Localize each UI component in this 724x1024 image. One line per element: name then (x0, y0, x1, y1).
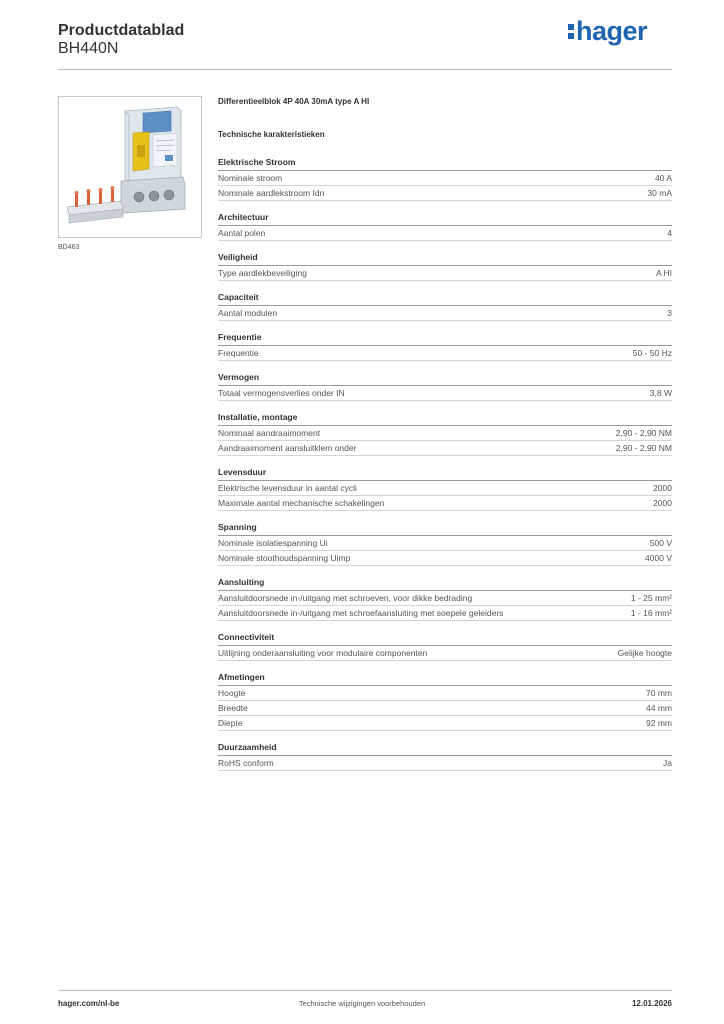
spec-label: Type aardlekbeveiliging (218, 268, 307, 278)
spec-value: 1 - 16 mm² (630, 608, 672, 618)
spec-section (218, 291, 672, 321)
spec-value: Ja (663, 758, 672, 768)
section-title: Veiligheid (218, 251, 672, 266)
section-title: Installatie, montage (218, 411, 672, 426)
spec-row (218, 306, 672, 321)
spec-row (218, 426, 672, 441)
footer-divider (58, 990, 672, 991)
spec-row (218, 481, 672, 496)
spec-value: 50 - 50 Hz (632, 348, 672, 358)
header-divider (58, 69, 672, 70)
section-title: Architectuur (218, 211, 672, 226)
spec-row (218, 386, 672, 401)
product-code: BH440N (58, 40, 119, 57)
spec-section (218, 576, 672, 621)
spec-row (218, 756, 672, 771)
spec-row (218, 496, 672, 511)
spec-section (218, 251, 672, 281)
footer-disclaimer: Technische wijzigingen voorbehouden (298, 999, 426, 1008)
rcd-block-illustration (59, 97, 201, 237)
technical-characteristics-heading: Technische karakteristieken (218, 130, 325, 139)
spec-label: Nominaal aandraaimoment (218, 428, 321, 438)
spec-value: 2000 (653, 483, 672, 493)
spec-section (218, 156, 672, 201)
section-title: Levensduur (218, 466, 672, 481)
section-title: Connectiviteit (218, 631, 672, 646)
spec-row (218, 171, 672, 186)
spec-row (218, 606, 672, 621)
specification-panel (218, 97, 672, 771)
logo-text: hager (576, 16, 648, 46)
spec-section (218, 371, 672, 401)
logo-dots-icon (568, 21, 575, 41)
spec-value: 4000 V (645, 553, 672, 563)
footer-website-link[interactable]: hager.com/nl-be (58, 999, 120, 1008)
spec-value: 3 (667, 308, 672, 318)
footer-date: 12.01.2026 (631, 999, 672, 1008)
spec-value: 3,8 W (649, 388, 672, 398)
spec-value: 2,90 - 2,90 NM (615, 428, 672, 438)
spec-label: Aansluitdoorsnede in-/uitgang met schroeven, voor dikke bedrading (218, 593, 473, 603)
photo-caption: BD463 (58, 244, 80, 251)
spec-section (218, 521, 672, 566)
spec-row (218, 186, 672, 201)
spec-row (218, 266, 672, 281)
spec-row (218, 701, 672, 716)
spec-label: Diepte (218, 718, 243, 728)
spec-label: Hoogte (218, 688, 246, 698)
spec-label: Maximale aantal mechanische schakelingen (218, 498, 385, 508)
section-title: Capaciteit (218, 291, 672, 306)
spec-value: 44 mm (646, 703, 672, 713)
spec-label: Aansluitdoorsnede in-/uitgang met schroefaansluiting met soepele geleiders (218, 608, 504, 618)
spec-row (218, 441, 672, 456)
section-title: Afmetingen (218, 671, 672, 686)
spec-label: Aantal polen (218, 228, 266, 238)
document-title: Productdatablad (58, 22, 185, 39)
spec-label: Nominale aardlekstroom Idn (218, 188, 325, 198)
spec-value: 4 (667, 228, 672, 238)
spec-row (218, 346, 672, 361)
spec-label: Elektrische levensduur in aantal cycli (218, 483, 357, 493)
section-title: Duurzaamheid (218, 741, 672, 756)
spec-label: Totaal vermogensverlies onder IN (218, 388, 345, 398)
section-title: Frequentie (218, 331, 672, 346)
section-title: Vermogen (218, 371, 672, 386)
spec-row (218, 686, 672, 701)
spec-row (218, 551, 672, 566)
section-title: Elektrische Stroom (218, 156, 672, 171)
spec-label: Frequentie (218, 348, 259, 358)
spec-row (218, 536, 672, 551)
spec-value: 70 mm (646, 688, 672, 698)
spec-section (218, 331, 672, 361)
spec-label: RoHS conform (218, 758, 274, 768)
spec-value: 1 - 25 mm² (630, 593, 672, 603)
spec-label: Nominale stroom (218, 173, 283, 183)
spec-value: 500 V (649, 538, 672, 548)
spec-sections (218, 156, 672, 771)
spec-value: 30 mA (647, 188, 672, 198)
spec-section (218, 411, 672, 456)
spec-section (218, 671, 672, 731)
spec-value: 2000 (653, 498, 672, 508)
spec-section (218, 741, 672, 771)
spec-label: Aandraaimoment aansluitklem onder (218, 443, 357, 453)
hager-logo (568, 16, 647, 47)
spec-value: 2,90 - 2,90 NM (615, 443, 672, 453)
spec-label: Nominale isolatiespanning Ui (218, 538, 328, 548)
spec-value: 40 A (654, 173, 672, 183)
spec-label: Aantal modulen (218, 308, 278, 318)
spec-row (218, 716, 672, 731)
product-name: Differentieelblok 4P 40A 30mA type A HI (218, 97, 370, 106)
spec-section (218, 631, 672, 661)
spec-value: 92 mm (646, 718, 672, 728)
product-photo (58, 96, 202, 238)
spec-value: A HI (655, 268, 672, 278)
spec-row (218, 226, 672, 241)
spec-section (218, 466, 672, 511)
spec-value: Gelijke hoogte (617, 648, 672, 658)
section-title: Spanning (218, 521, 672, 536)
spec-row (218, 646, 672, 661)
spec-row (218, 591, 672, 606)
spec-label: Nominale stoothoudspanning Uimp (218, 553, 351, 563)
section-title: Aansluiting (218, 576, 672, 591)
spec-label: Breedte (218, 703, 248, 713)
spec-label: Uitlijning onderaansluiting voor modulaire componenten (218, 648, 428, 658)
spec-section (218, 211, 672, 241)
